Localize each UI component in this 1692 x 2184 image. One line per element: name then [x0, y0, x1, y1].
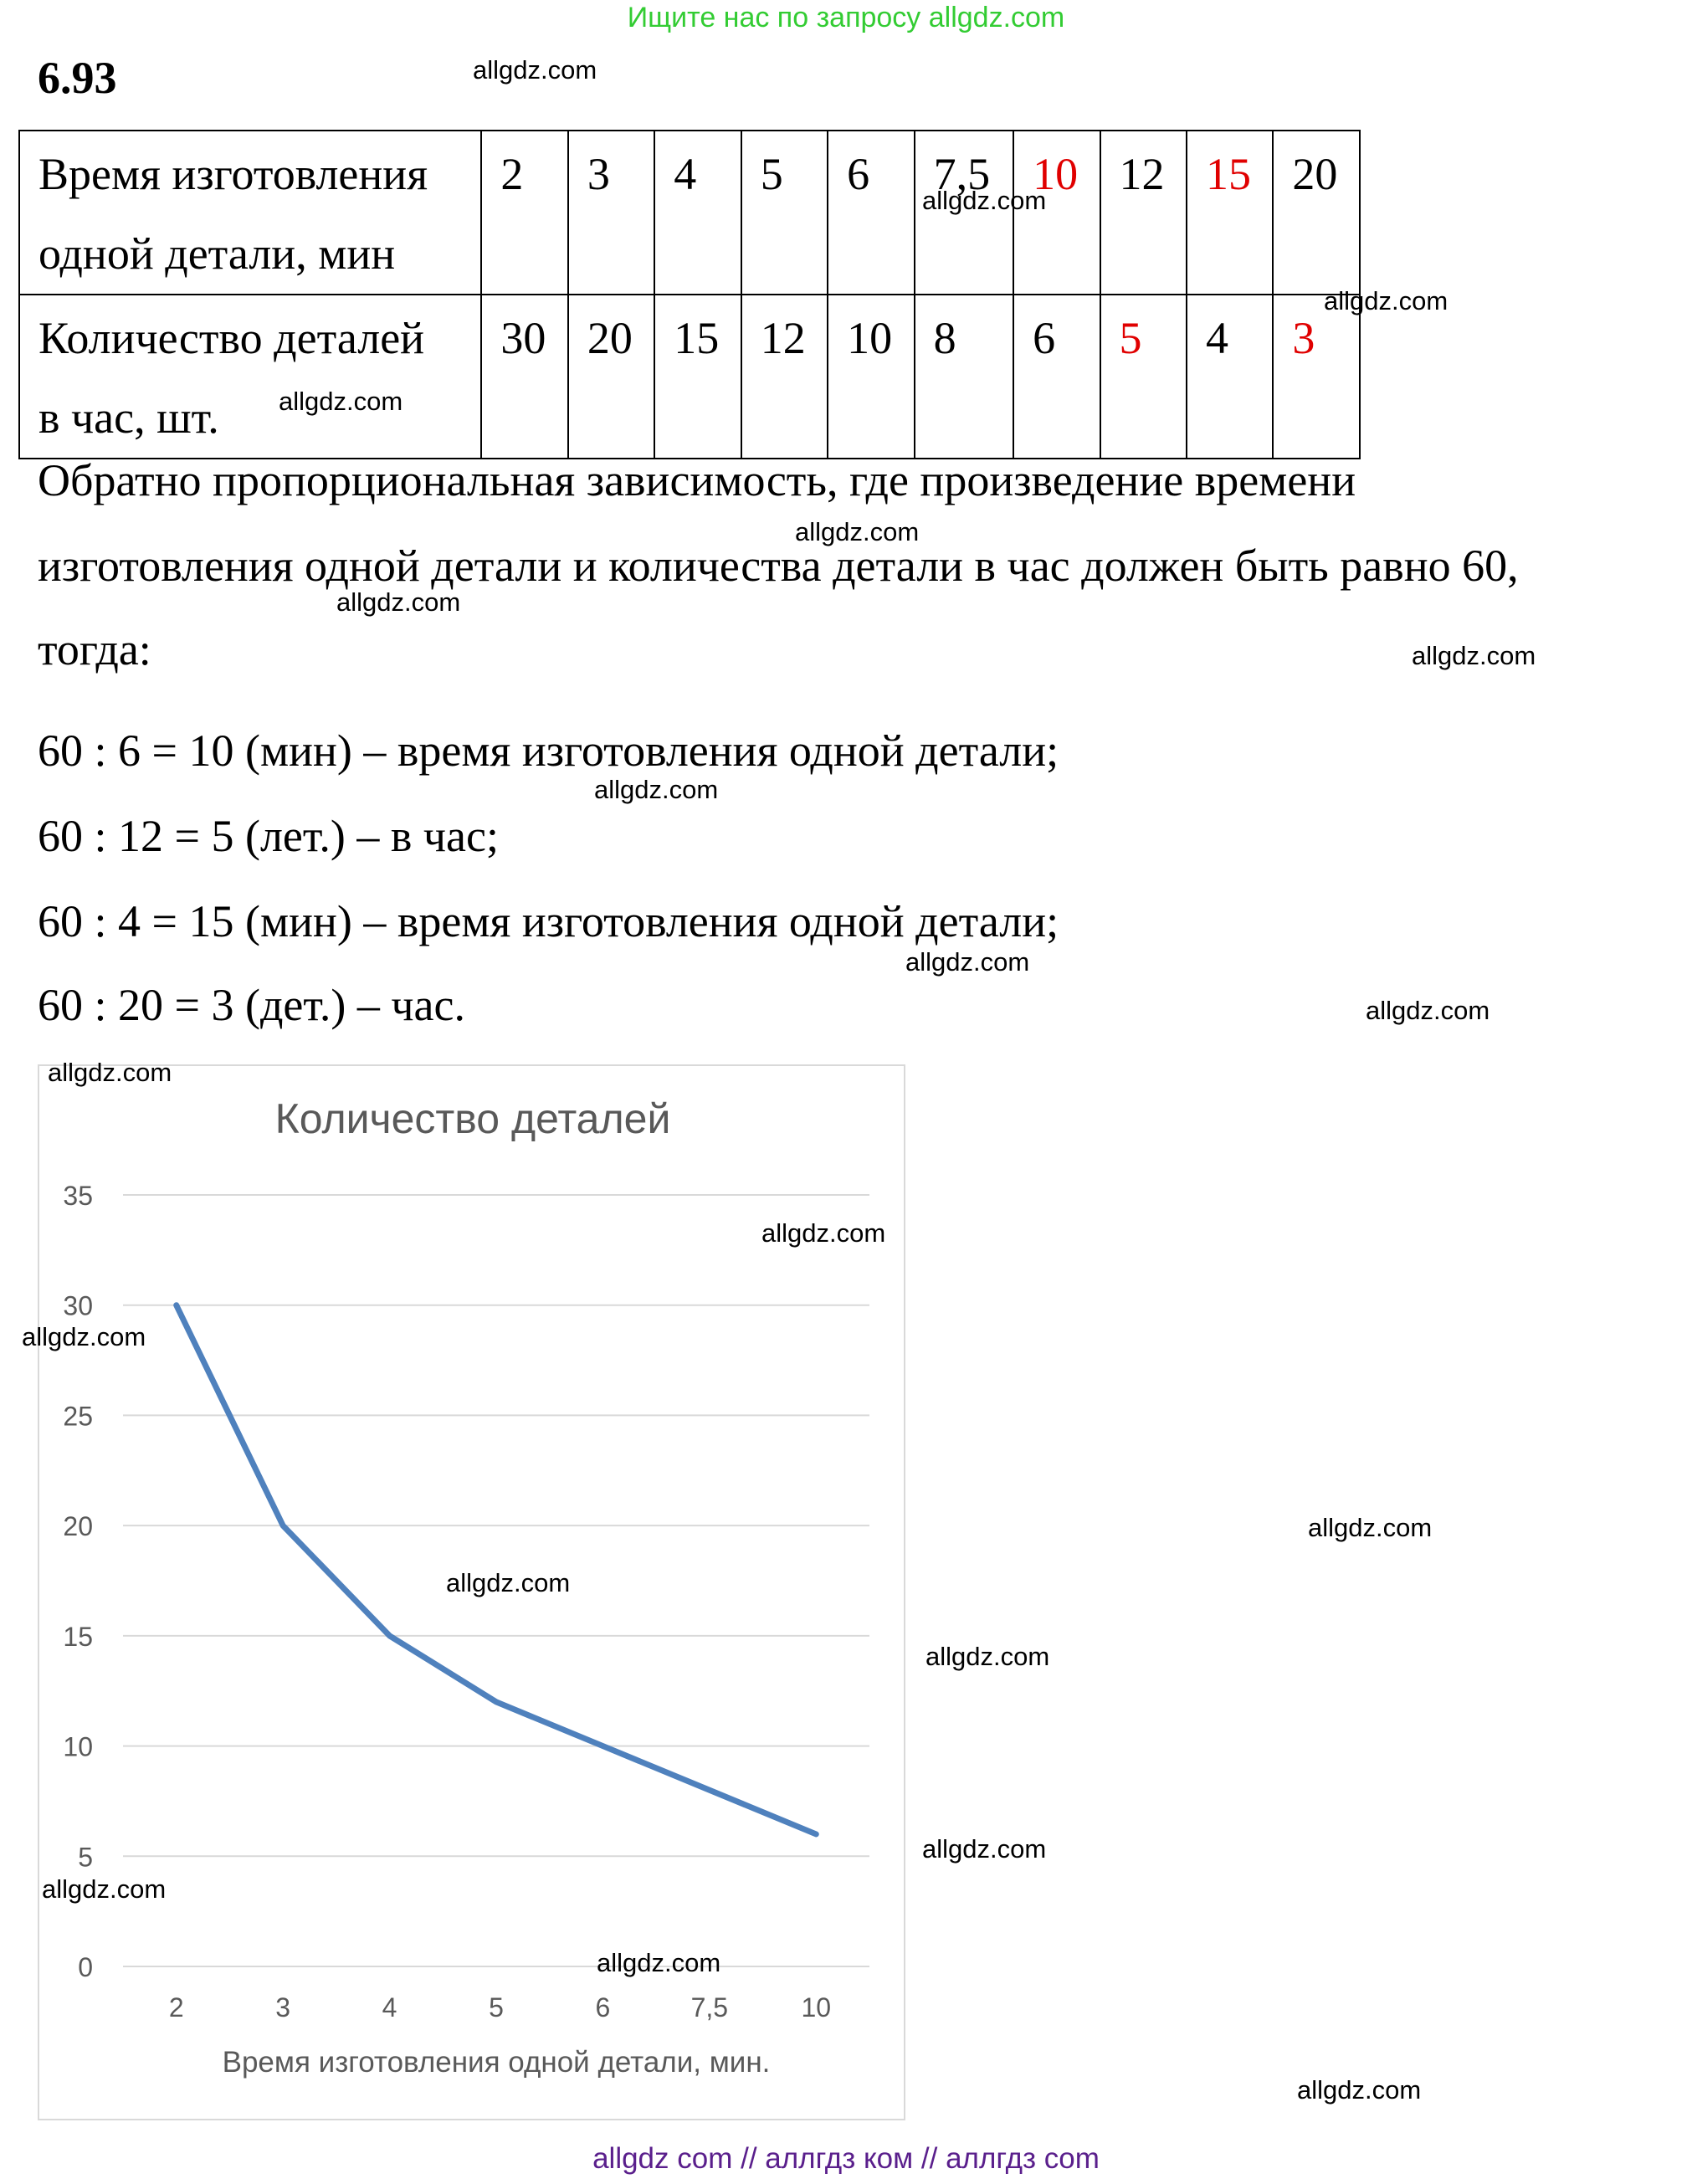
watermark: allgdz.com [48, 1058, 172, 1087]
data-table [18, 130, 1361, 459]
watermark: allgdz.com [922, 186, 1047, 215]
chart-title: Количество деталей [274, 1095, 671, 1142]
watermark: allgdz.com [905, 947, 1030, 977]
table-cell: 3 [568, 131, 654, 295]
equation-line: 60 : 12 = 5 (лет.) – в час; [38, 811, 499, 861]
row-header-time [19, 131, 481, 295]
x-tick-label: 3 [275, 1992, 291, 2023]
row-header-count [19, 295, 481, 459]
table-cell: 30 [481, 295, 567, 459]
x-tick-label: 7,5 [690, 1992, 729, 2023]
table-cell-highlighted: 3 [1273, 295, 1360, 459]
table-cell: 12 [741, 295, 828, 459]
table-cell: 2 [481, 131, 567, 295]
watermark: allgdz.com [22, 1322, 146, 1351]
watermark: allgdz.com [795, 517, 920, 546]
x-tick-label: 10 [801, 1992, 832, 2023]
table-cell: 5 [741, 131, 828, 295]
x-tick-label: 5 [489, 1992, 504, 2023]
watermark: allgdz.com [473, 55, 597, 85]
x-tick-label: 2 [168, 1992, 184, 2023]
watermark: allgdz.com [925, 1642, 1050, 1671]
watermark: allgdz.com [1366, 996, 1490, 1025]
watermark: allgdz.com [597, 1948, 721, 1977]
watermark: allgdz.com [1324, 286, 1448, 315]
equation-line: 60 : 6 = 10 (мин) – время изготовления одной детали; [38, 725, 1059, 776]
equation-line: 60 : 4 = 15 (мин) – время изготовления одной детали; [38, 896, 1059, 946]
row-header-line: Количество деталей [38, 313, 425, 363]
table-cell: 6 [828, 131, 914, 295]
x-tick-label: 6 [595, 1992, 611, 2023]
watermark: allgdz.com [42, 1874, 167, 1904]
table-cell: 4 [1187, 295, 1273, 459]
row-header-line: в час, шт. [38, 392, 219, 443]
table-cell: 12 [1100, 131, 1187, 295]
watermark: allgdz.com [336, 587, 461, 617]
row-header-line: одной детали, мин [38, 228, 396, 279]
table-cell: 6 [1013, 295, 1100, 459]
explanation-line: тогда: [38, 624, 151, 674]
watermark: allgdz.com [446, 1568, 571, 1597]
explanation-line: изготовления одной детали и количества детали в час должен быть равно 60, [38, 541, 1519, 591]
site-banner: Ищите нас по запросу allgdz.com [627, 2, 1065, 33]
x-axis-label: Время изготовления одной детали, мин. [222, 2046, 771, 2079]
table-cell-highlighted: 15 [1187, 131, 1273, 295]
table-cell: 15 [654, 295, 741, 459]
footer-links: allgdz com // аллгдз ком // аллгдз com [592, 2142, 1100, 2175]
table-cell: 8 [915, 295, 1014, 459]
y-tick-label: 25 [63, 1401, 93, 1432]
watermark: allgdz.com [279, 387, 403, 416]
table-cell: 20 [568, 295, 654, 459]
y-tick-label: 10 [63, 1731, 93, 1762]
y-tick-label: 0 [78, 1952, 93, 1982]
table-cell: 10 [828, 295, 914, 459]
table-row [19, 295, 1360, 459]
task-number: 6.93 [38, 53, 117, 103]
table-cell-highlighted: 5 [1100, 295, 1187, 459]
table-cell: 4 [654, 131, 741, 295]
table-cell: 20 [1273, 131, 1360, 295]
y-tick-label: 20 [63, 1511, 93, 1542]
x-tick-label: 4 [382, 1992, 397, 2023]
y-tick-label: 30 [63, 1290, 93, 1321]
row-header-line: Время изготовления [38, 149, 428, 199]
y-tick-label: 5 [78, 1842, 93, 1873]
table-cell-highlighted: 10 [1013, 131, 1100, 295]
table-cell: 7,5 [915, 131, 1014, 295]
table-row [19, 131, 1360, 295]
watermark: allgdz.com [922, 1834, 1047, 1864]
watermark: allgdz.com [594, 775, 719, 804]
y-tick-label: 35 [63, 1181, 93, 1211]
watermark: allgdz.com [761, 1218, 886, 1248]
watermark: allgdz.com [1297, 2075, 1422, 2105]
explanation-line: Обратно пропорциональная зависимость, где произведение времени [38, 455, 1356, 505]
watermark: allgdz.com [1412, 641, 1536, 670]
equation-line: 60 : 20 = 3 (дет.) – час. [38, 980, 465, 1030]
y-tick-label: 15 [63, 1621, 93, 1652]
watermark: allgdz.com [1308, 1513, 1433, 1542]
